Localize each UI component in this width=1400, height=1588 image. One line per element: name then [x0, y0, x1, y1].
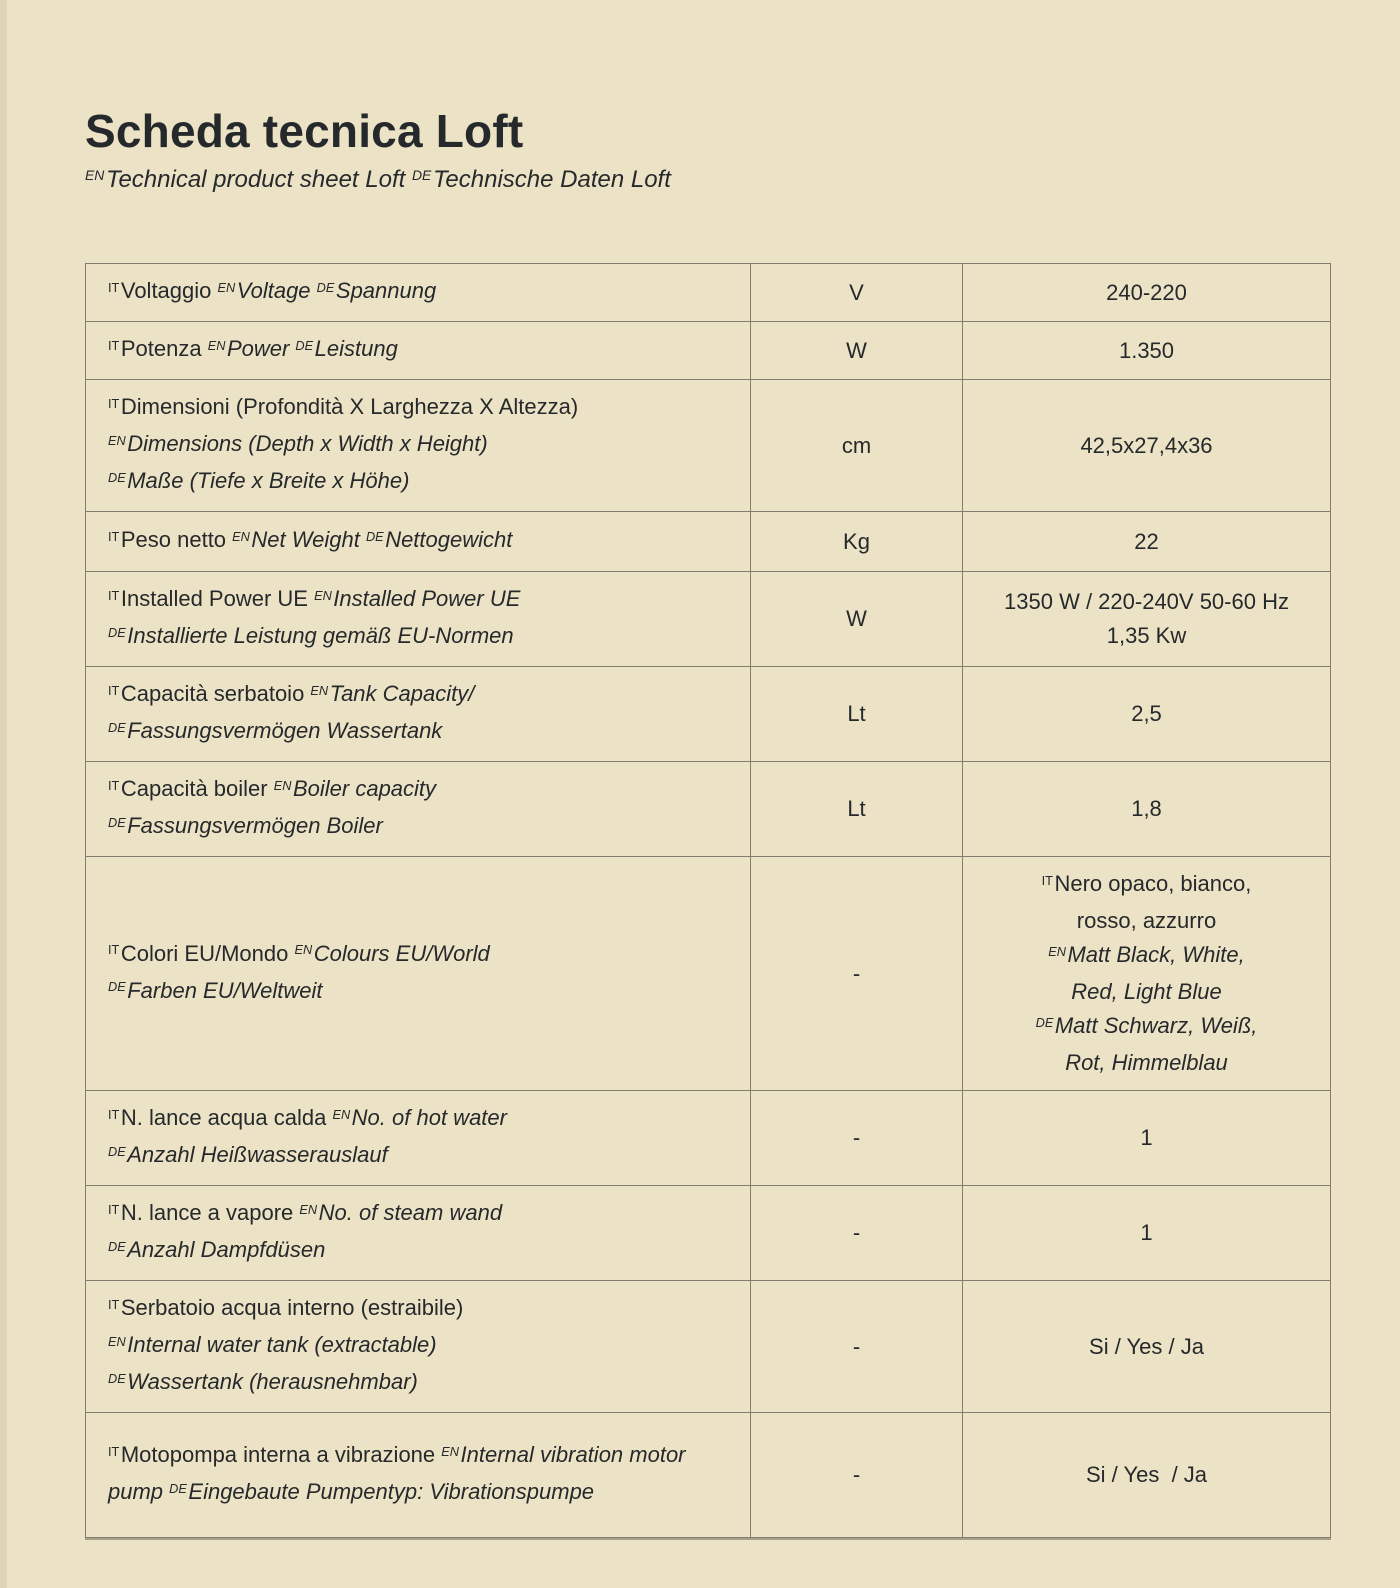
lang-tag-en: EN [314, 587, 332, 603]
text-segment: Fassungsvermögen Wassertank [127, 718, 443, 743]
spec-table [85, 263, 1331, 1538]
lang-tag-de: DE [108, 1370, 126, 1386]
table-row [86, 1413, 1331, 1538]
row-unit-cell: cm [751, 380, 963, 512]
text-segment: 1,8 [1131, 796, 1162, 821]
label-line [108, 1328, 726, 1365]
table-row [86, 380, 1331, 512]
lang-tag-de: DE [108, 719, 126, 735]
label-line [108, 390, 726, 427]
text-segment: Voltaggio [120, 278, 218, 303]
lang-tag-en: EN [217, 279, 236, 295]
lang-tag-en: EN [108, 432, 126, 448]
value-line [977, 867, 1316, 904]
text-segment: Farben EU/Weltweit [127, 977, 323, 1003]
text-segment: Si / Yes / Ja [1085, 1462, 1208, 1487]
lang-tag-de: DE [295, 337, 314, 353]
lang-tag-en: EN [310, 682, 329, 698]
text-segment: Colours EU/World [313, 940, 490, 966]
text-segment: Eingebaute Pumpentyp: Vibrationspumpe [188, 1479, 595, 1504]
lang-tag-en: EN [232, 528, 250, 544]
table-row [86, 1091, 1331, 1186]
lang-tag-it: IT [108, 587, 120, 603]
text-segment: Red, Light Blue [1071, 979, 1222, 1004]
row-label-cell [86, 1413, 751, 1538]
label-line [108, 464, 726, 501]
row-value-cell [963, 857, 1331, 1091]
row-unit-cell: - [751, 1281, 963, 1413]
row-value-cell [963, 1091, 1331, 1186]
row-unit-cell: W [751, 322, 963, 380]
label-line [108, 1291, 726, 1328]
lang-tag-it: IT [108, 279, 120, 295]
row-value-cell [963, 264, 1331, 322]
row-label-cell [86, 762, 751, 857]
value-line [977, 334, 1316, 368]
lang-tag-en: EN [332, 1106, 351, 1122]
lang-tag-de: DE [108, 624, 126, 640]
table-row [86, 1186, 1331, 1281]
text-segment: 1,35 Kw [1106, 623, 1187, 648]
label-line [108, 1365, 726, 1402]
lang-tag-en: EN [441, 1443, 459, 1459]
lang-tag-it: IT [108, 1106, 120, 1122]
lang-tag-de: DE [316, 279, 335, 295]
label-line [108, 974, 726, 1011]
value-line [977, 1458, 1316, 1492]
lang-tag-en: EN [294, 942, 313, 958]
text-segment: Maße (Tiefe x Breite x Höhe) [127, 468, 410, 493]
row-value-cell [963, 667, 1331, 762]
text-segment: No. of hot water [351, 1105, 507, 1130]
label-line [108, 1438, 726, 1512]
label-line [108, 1138, 726, 1175]
value-line [977, 525, 1316, 559]
text-segment: Technical product sheet Loft [105, 166, 412, 193]
row-label-cell [86, 572, 751, 667]
lang-tag-de: DE [1035, 1014, 1054, 1030]
text-segment: Peso netto [120, 527, 233, 552]
row-unit-cell: - [751, 1091, 963, 1186]
label-line [108, 332, 726, 369]
text-segment: 1350 W / 220-240V 50-60 Hz [1004, 589, 1289, 614]
text-segment: Leistung [314, 336, 398, 361]
label-line [108, 427, 726, 464]
text-segment: Nero opaco, bianco, [1054, 871, 1252, 896]
text-segment: Internal vibration motor pump [108, 1442, 686, 1504]
row-unit-cell: - [751, 1186, 963, 1281]
text-segment: Installierte Leistung gemäß EU-Normen [127, 623, 514, 648]
value-line [977, 938, 1316, 975]
row-label-cell [86, 1091, 751, 1186]
label-line [108, 677, 726, 714]
row-unit-cell: - [751, 1413, 963, 1538]
row-value-cell [963, 762, 1331, 857]
row-label-cell [86, 857, 751, 1091]
label-line [108, 523, 726, 560]
header [85, 104, 671, 194]
label-line [108, 1233, 726, 1270]
label-line [108, 772, 726, 809]
value-line [977, 1046, 1316, 1080]
text-segment: Anzahl Dampfdüsen [127, 1237, 326, 1262]
text-segment: Dimensioni (Profondità X Larghezza X Altezza) [120, 394, 579, 419]
table-row [86, 512, 1331, 572]
text-segment: Internal water tank (extractable) [127, 1332, 437, 1357]
label-line [108, 274, 726, 311]
row-label-cell [86, 1281, 751, 1413]
lang-tag-it: IT [108, 1296, 120, 1312]
value-line [977, 429, 1316, 463]
lang-tag-en: EN [85, 167, 105, 184]
text-segment: Potenza [120, 336, 208, 361]
lang-tag-it: IT [108, 395, 120, 411]
row-label-cell [86, 1186, 751, 1281]
text-segment: Fassungsvermögen Boiler [127, 813, 383, 838]
text-segment: Wassertank (herausnehmbar) [127, 1369, 418, 1394]
lang-tag-it: IT [108, 1201, 120, 1217]
text-segment: N. lance acqua calda [120, 1105, 333, 1130]
row-label-cell [86, 667, 751, 762]
value-line [977, 585, 1316, 619]
lang-tag-de: DE [108, 814, 126, 830]
value-line [977, 1216, 1316, 1250]
row-unit-cell: Lt [751, 667, 963, 762]
lang-tag-it: IT [108, 1443, 120, 1459]
lang-tag-it: IT [108, 528, 120, 544]
table-row [86, 264, 1331, 322]
row-value-cell [963, 380, 1331, 512]
row-value-cell [963, 1186, 1331, 1281]
text-segment: 2,5 [1131, 701, 1162, 726]
text-segment: rosso, azzurro [1076, 908, 1217, 933]
text-segment: Net Weight [251, 527, 366, 552]
page-title: Scheda tecnica Loft [85, 105, 524, 157]
label-line [108, 937, 726, 974]
row-label-cell [86, 380, 751, 512]
lang-tag-en: EN [273, 777, 292, 793]
lang-tag-en: EN [1048, 943, 1066, 959]
table-row [86, 857, 1331, 1091]
text-segment: Matt Schwarz, Weiß, [1054, 1013, 1258, 1038]
text-segment: Anzahl Heißwasserauslauf [127, 1142, 388, 1167]
table-row [86, 667, 1331, 762]
text-segment: Rot, Himmelblau [1065, 1050, 1228, 1075]
lang-tag-de: DE [108, 469, 126, 485]
lang-tag-it: IT [108, 942, 120, 958]
text-segment: Technische Daten Loft [432, 166, 671, 193]
label-line [108, 619, 726, 656]
text-segment: 22 [1134, 528, 1159, 554]
value-line [977, 1330, 1316, 1364]
row-value-cell [963, 572, 1331, 667]
row-label-cell [86, 322, 751, 380]
row-unit-cell: W [751, 572, 963, 667]
lang-tag-de: DE [365, 528, 384, 544]
row-unit-cell: - [751, 857, 963, 1091]
value-line [977, 904, 1316, 938]
lang-tag-de: DE [108, 1143, 126, 1159]
text-segment: Spannung [335, 278, 437, 303]
text-segment: Colori EU/Mondo [120, 940, 295, 966]
label-line [108, 582, 726, 619]
lang-tag-de: DE [169, 1480, 187, 1496]
label-line [108, 809, 726, 846]
lang-tag-de: DE [108, 979, 126, 995]
value-line [977, 1121, 1316, 1155]
row-unit-cell: Kg [751, 512, 963, 572]
row-label-cell [86, 512, 751, 572]
text-segment: Installed Power UE [120, 586, 315, 611]
table-row [86, 572, 1331, 667]
row-value-cell [963, 1281, 1331, 1413]
lang-tag-it: IT [1041, 872, 1053, 888]
label-line [108, 1196, 726, 1233]
label-line [108, 714, 726, 751]
text-segment: Motopompa interna a vibrazione [120, 1442, 442, 1467]
table-row [86, 322, 1331, 380]
row-unit-cell: Lt [751, 762, 963, 857]
text-segment: Dimensions (Depth x Width x Height) [127, 431, 488, 456]
lang-tag-de: DE [108, 1238, 126, 1254]
lang-tag-en: EN [299, 1201, 318, 1217]
text-segment: Nettogewicht [385, 527, 513, 552]
value-line [977, 1009, 1316, 1046]
value-line [977, 697, 1316, 731]
text-segment: Power [226, 336, 296, 361]
value-line [977, 276, 1316, 310]
text-segment: 1.350 [1118, 337, 1175, 363]
lang-tag-it: IT [108, 682, 120, 698]
lang-tag-en: EN [207, 337, 226, 353]
text-segment: Boiler capacity [292, 776, 437, 801]
text-segment: No. of steam wand [318, 1200, 503, 1225]
text-segment: Voltage [236, 278, 317, 303]
text-segment: Serbatoio acqua interno (estraibile) [120, 1295, 464, 1320]
text-segment: 42,5x27,4x36 [1080, 432, 1213, 458]
row-value-cell [963, 1413, 1331, 1538]
page-left-edge [0, 0, 7, 1588]
value-line [977, 975, 1316, 1009]
text-segment: 1 [1140, 1220, 1153, 1245]
text-segment: Matt Black, White, [1067, 942, 1245, 967]
table-row [86, 762, 1331, 857]
row-value-cell [963, 512, 1331, 572]
table-row [86, 1281, 1331, 1413]
row-value-cell [963, 322, 1331, 380]
text-segment: Si / Yes / Ja [1089, 1333, 1204, 1359]
lang-tag-de: DE [411, 167, 432, 184]
value-line [977, 792, 1316, 826]
text-segment: Capacità serbatoio [120, 681, 311, 706]
text-segment: N. lance a vapore [120, 1200, 300, 1225]
text-segment: Capacità boiler [120, 776, 274, 801]
text-segment: Tank Capacity/ [329, 681, 475, 706]
lang-tag-en: EN [108, 1333, 126, 1349]
text-segment: Installed Power UE [333, 586, 521, 611]
text-segment: 1 [1140, 1125, 1153, 1150]
lang-tag-it: IT [108, 777, 120, 793]
row-label-cell [86, 264, 751, 322]
spec-table-body [86, 264, 1331, 1538]
value-line [977, 619, 1316, 653]
label-line [108, 1101, 726, 1138]
page-subtitle [85, 166, 671, 194]
subtitle-line [85, 166, 671, 194]
lang-tag-it: IT [108, 337, 120, 353]
text-segment: 240-220 [1106, 279, 1187, 305]
row-unit-cell: V [751, 264, 963, 322]
